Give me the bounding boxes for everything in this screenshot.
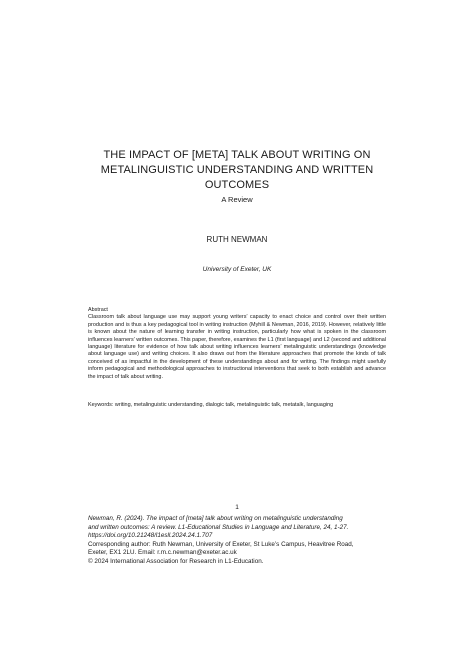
abstract-section: [88, 307, 386, 381]
page-number: 1: [235, 504, 239, 511]
abstract-text-part-2: writing. The findings might usefully inform pedagogical and methodological approaches to instructional interventions that seek to both establish and advance the impact of talk about writing.: [88, 358, 386, 380]
abstract-text-part-1: Classroom talk about language use may support young writers’ capacity to enact choice and control over their written production and is thus a key pedagogical tool in writing instruction (Myhill & Newman, 2016, 2019). However, relatively little is known about the nature of learning transfer in writing instruction, particularly how what is spoken in the classroom influences learners’ written outcomes. This paper, therefore, examines the L1 (first language) and L2 (second and additional language) literature for evidence of how talk about writing influences learners’ metalinguistic understandings (knowledge about language use) and writing choices. It also draws out from the literature approaches that promote the kinds of talk conceived of as impactful in the development of these understandings about and: [88, 314, 386, 365]
paper-subtitle: A Review: [221, 195, 253, 204]
abstract-body: [88, 314, 386, 381]
citation-line-2: and written outcomes: A review. L1-Educational Studies in Language and Literature, 24, 1-27.: [88, 523, 349, 531]
corresponding-author-line: Corresponding author: Ruth Newman, University of Exeter, St Luke’s Campus, Heavitree Road,: [88, 540, 354, 548]
citation-doi-link[interactable]: https://doi.org/10.21248/l1esll.2024.24.1.707: [88, 532, 213, 540]
keywords-line: Keywords: writing, metalinguistic understanding, dialogic talk, metalinguistic talk, metatalk, languaging: [88, 402, 334, 408]
abstract-emphasis-for: for: [291, 358, 298, 365]
paper-title: THE IMPACT OF [META] TALK ABOUT WRITING ON METALINGUISTIC UNDERSTANDING AND WRITTEN OUTCOMES: [100, 149, 374, 191]
citation-block: [88, 515, 386, 567]
copyright-line: © 2024 International Association for Research in L1-Education.: [88, 557, 264, 565]
citation-line-1: Newman, R. (2024). The impact of [meta] talk about writing on metalinguistic understanding: [88, 515, 343, 522]
author-affiliation: University of Exeter, UK: [202, 266, 272, 273]
corresponding-address-email: Exeter, EX1 2LU. Email: r.m.c.newman@exeter.ac.uk: [88, 549, 237, 557]
author-name: RUTH NEWMAN: [206, 235, 268, 244]
abstract-heading: Abstract: [88, 307, 108, 313]
